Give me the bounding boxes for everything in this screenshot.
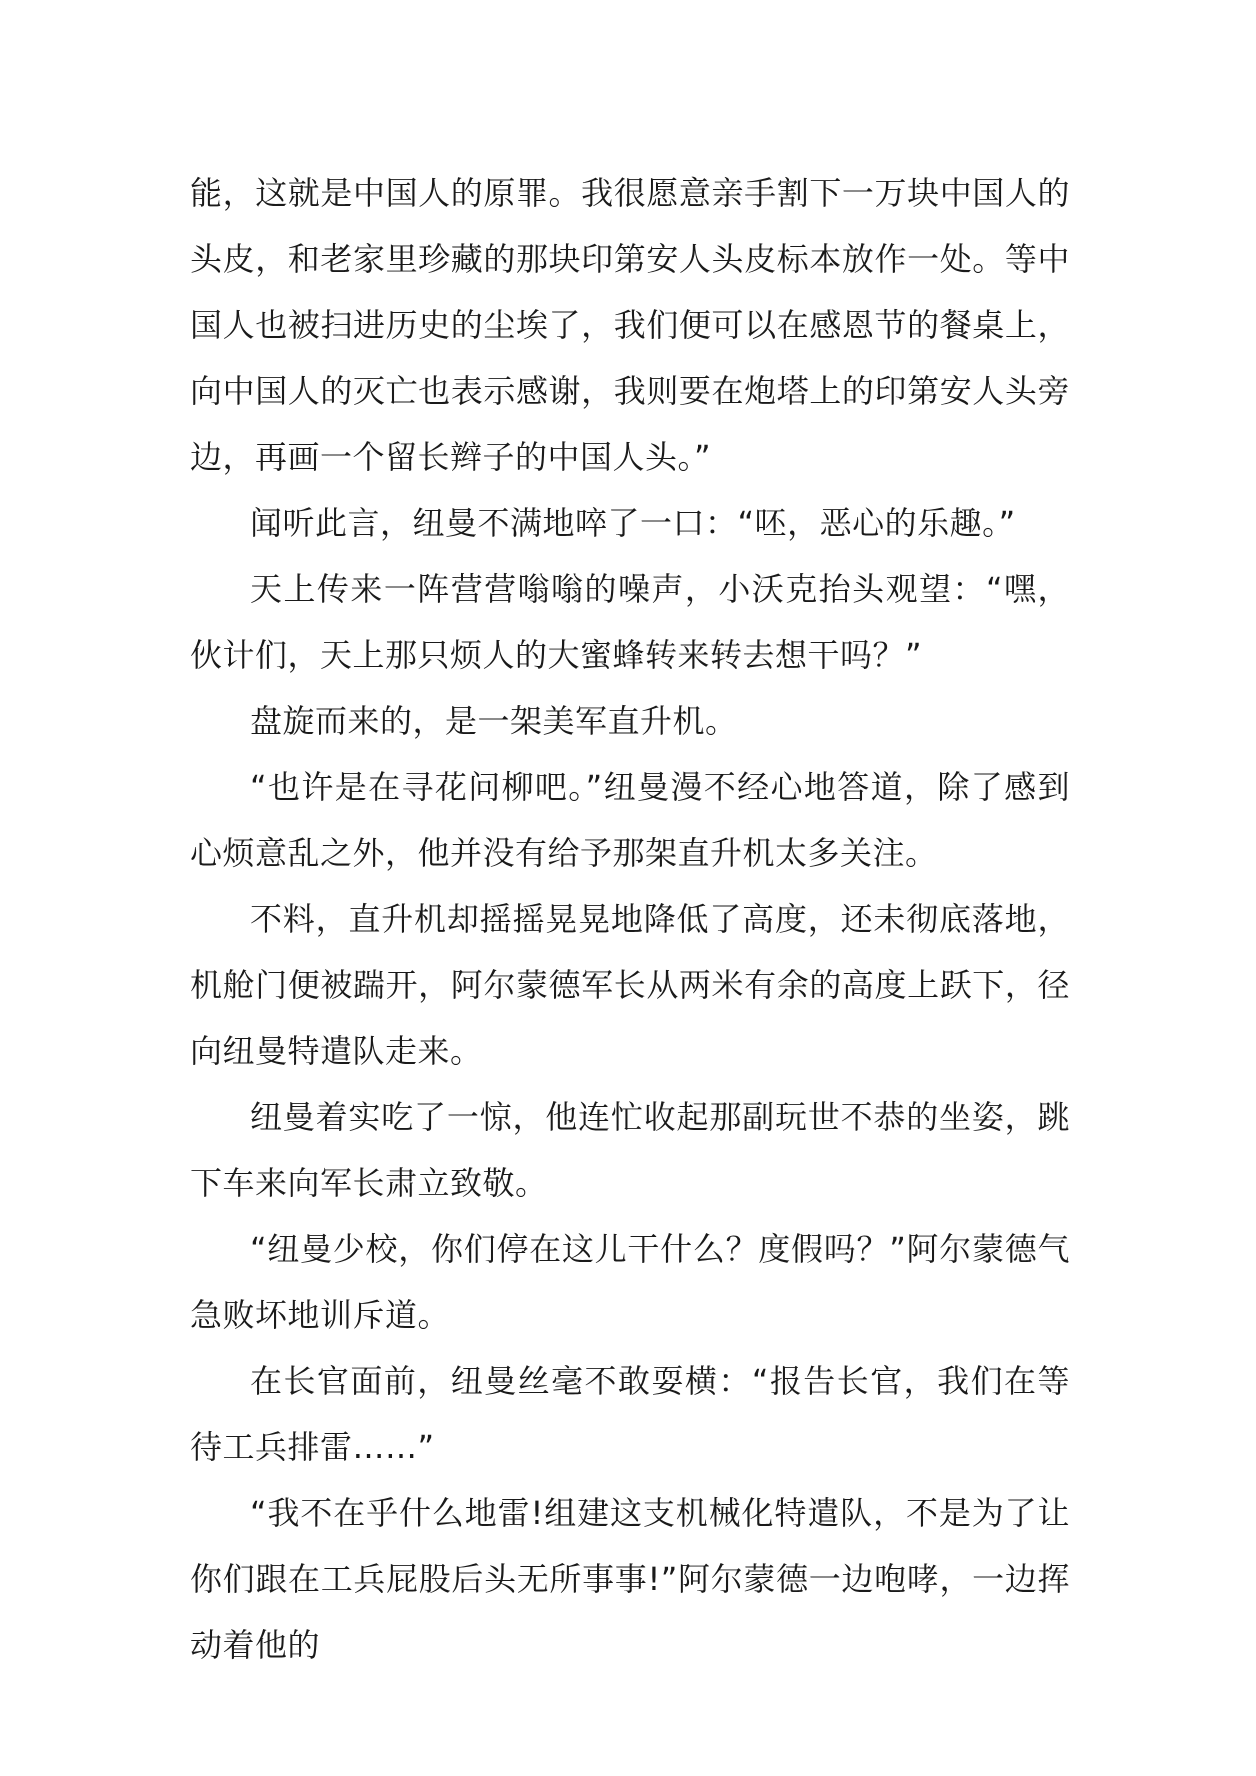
paragraph-1: 能，这就是中国人的原罪。我很愿意亲手割下一万块中国人的头皮，和老家里珍藏的那块印第安人头皮标本放作一处。等中国人也被扫进历史的尘埃了，我们便可以在感恩节的餐桌上，向中国人的灭亡也表示感谢，我则要在炮塔上的印第安人头旁边，再画一个留长辫子的中国人头。”	[190, 174, 1070, 476]
paragraph-4: 盘旋而来的，是一架美军直升机。	[250, 702, 738, 740]
paragraph-6: 不料，直升机却摇摇晃晃地降低了高度，还未彻底落地，机舱门便被踹开，阿尔蒙德军长从两米有余的高度上跃下，径向纽曼特遣队走来。	[190, 900, 1070, 1070]
paragraph-10: “我不在乎什么地雷!组建这支机械化特遣队，不是为了让你们跟在工兵屁股后头无所事事!”阿尔蒙德一边咆哮，一边挥动着他的	[190, 1494, 1070, 1664]
paragraph-7: 纽曼着实吃了一惊，他连忙收起那副玩世不恭的坐姿，跳下车来向军长肃立致敬。	[190, 1098, 1070, 1202]
paragraph-3: 天上传来一阵营营嗡嗡的噪声，小沃克抬头观望：“嘿，伙计们，天上那只烦人的大蜜蜂转来转去想干吗？”	[190, 570, 1070, 674]
paragraph-9: 在长官面前，纽曼丝毫不敢耍横：“报告长官，我们在等待工兵排雷……”	[190, 1362, 1070, 1466]
paragraph-5: “也许是在寻花问柳吧。”纽曼漫不经心地答道，除了感到心烦意乱之外，他并没有给予那架直升机太多关注。	[190, 768, 1070, 872]
body-text	[190, 160, 1070, 1678]
paragraph-8: “纽曼少校，你们停在这儿干什么？度假吗？”阿尔蒙德气急败坏地训斥道。	[190, 1230, 1070, 1334]
paragraph-2: 闻听此言，纽曼不满地啐了一口：“呸，恶心的乐趣。”	[250, 504, 1016, 542]
